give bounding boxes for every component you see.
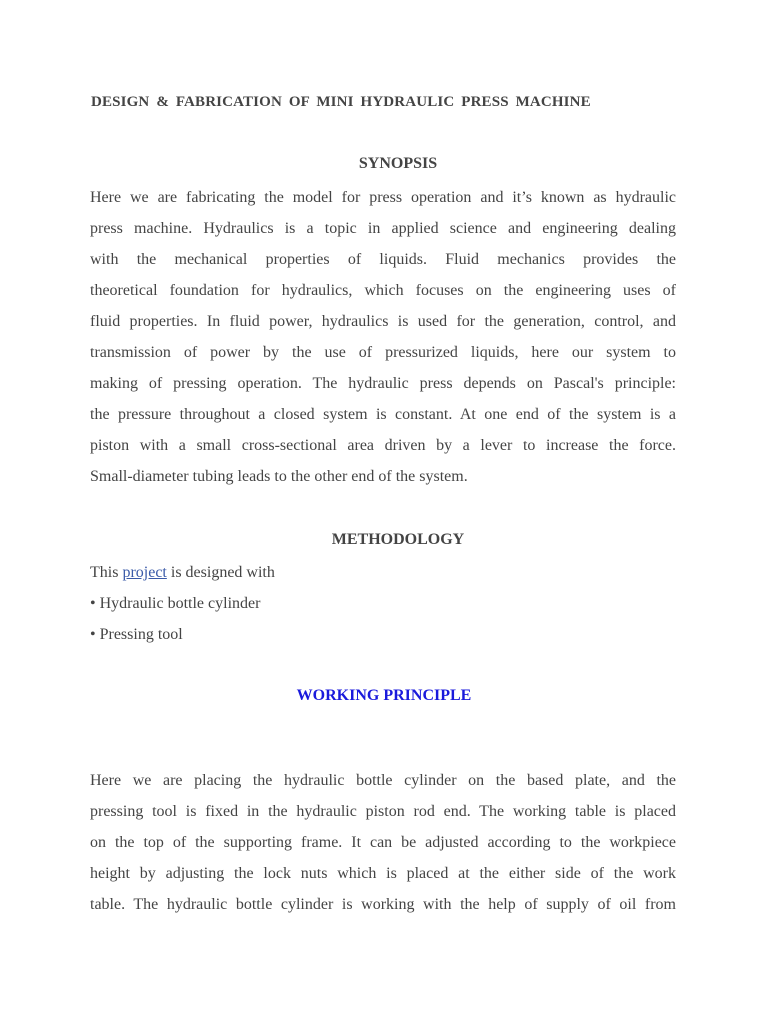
synopsis-line: the pressure throughout a closed system is constant. At one end of the system is a [90,406,676,423]
methodology-intro-text: is designed with [166,564,275,581]
working-line: Here we are placing the hydraulic bottle cylinder on the based plate, and the [90,772,676,789]
working-principle-heading: WORKING PRINCIPLE [296,687,472,704]
list-item: • Pressing tool [90,626,183,643]
synopsis-line: Small-diameter tubing leads to the other end of the system. [90,468,468,485]
working-line: table. The hydraulic bottle cylinder is working with the help of supply of oil from [90,896,676,913]
synopsis-line: theoretical foundation for hydraulics, which focuses on the engineering uses of [90,282,676,299]
list-item: • Hydraulic bottle cylinder [90,595,261,612]
working-line: on the top of the supporting frame. It can be adjusted according to the workpiece [90,834,676,851]
methodology-intro [90,557,275,588]
synopsis-line: making of pressing operation. The hydraulic press depends on Pascal's principle: [90,375,676,392]
synopsis-line: with the mechanical properties of liquids. Fluid mechanics provides the [90,251,676,268]
working-line: height by adjusting the lock nuts which is placed at the either side of the work [90,865,676,882]
synopsis-line: fluid properties. In fluid power, hydraulics is used for the generation, control, and [90,313,676,330]
synopsis-line: transmission of power by the use of pressurized liquids, here our system to [90,344,676,361]
synopsis-heading: SYNOPSIS [358,155,438,172]
working-principle-paragraph [90,765,676,920]
synopsis-line: Here we are fabricating the model for press operation and it’s known as hydraulic [90,189,676,206]
working-line: pressing tool is fixed in the hydraulic piston rod end. The working table is placed [90,803,676,820]
synopsis-paragraph [90,182,676,492]
project-link[interactable]: project [122,564,167,581]
document-title: DESIGN & FABRICATION OF MINI HYDRAULIC PRESS MACHINE [91,94,591,110]
synopsis-line: piston with a small cross-sectional area driven by a lever to increase the force. [90,437,676,454]
methodology-intro-text: This [90,564,123,581]
synopsis-line: press machine. Hydraulics is a topic in applied science and engineering dealing [90,220,676,237]
methodology-heading: METHODOLOGY [331,531,465,548]
